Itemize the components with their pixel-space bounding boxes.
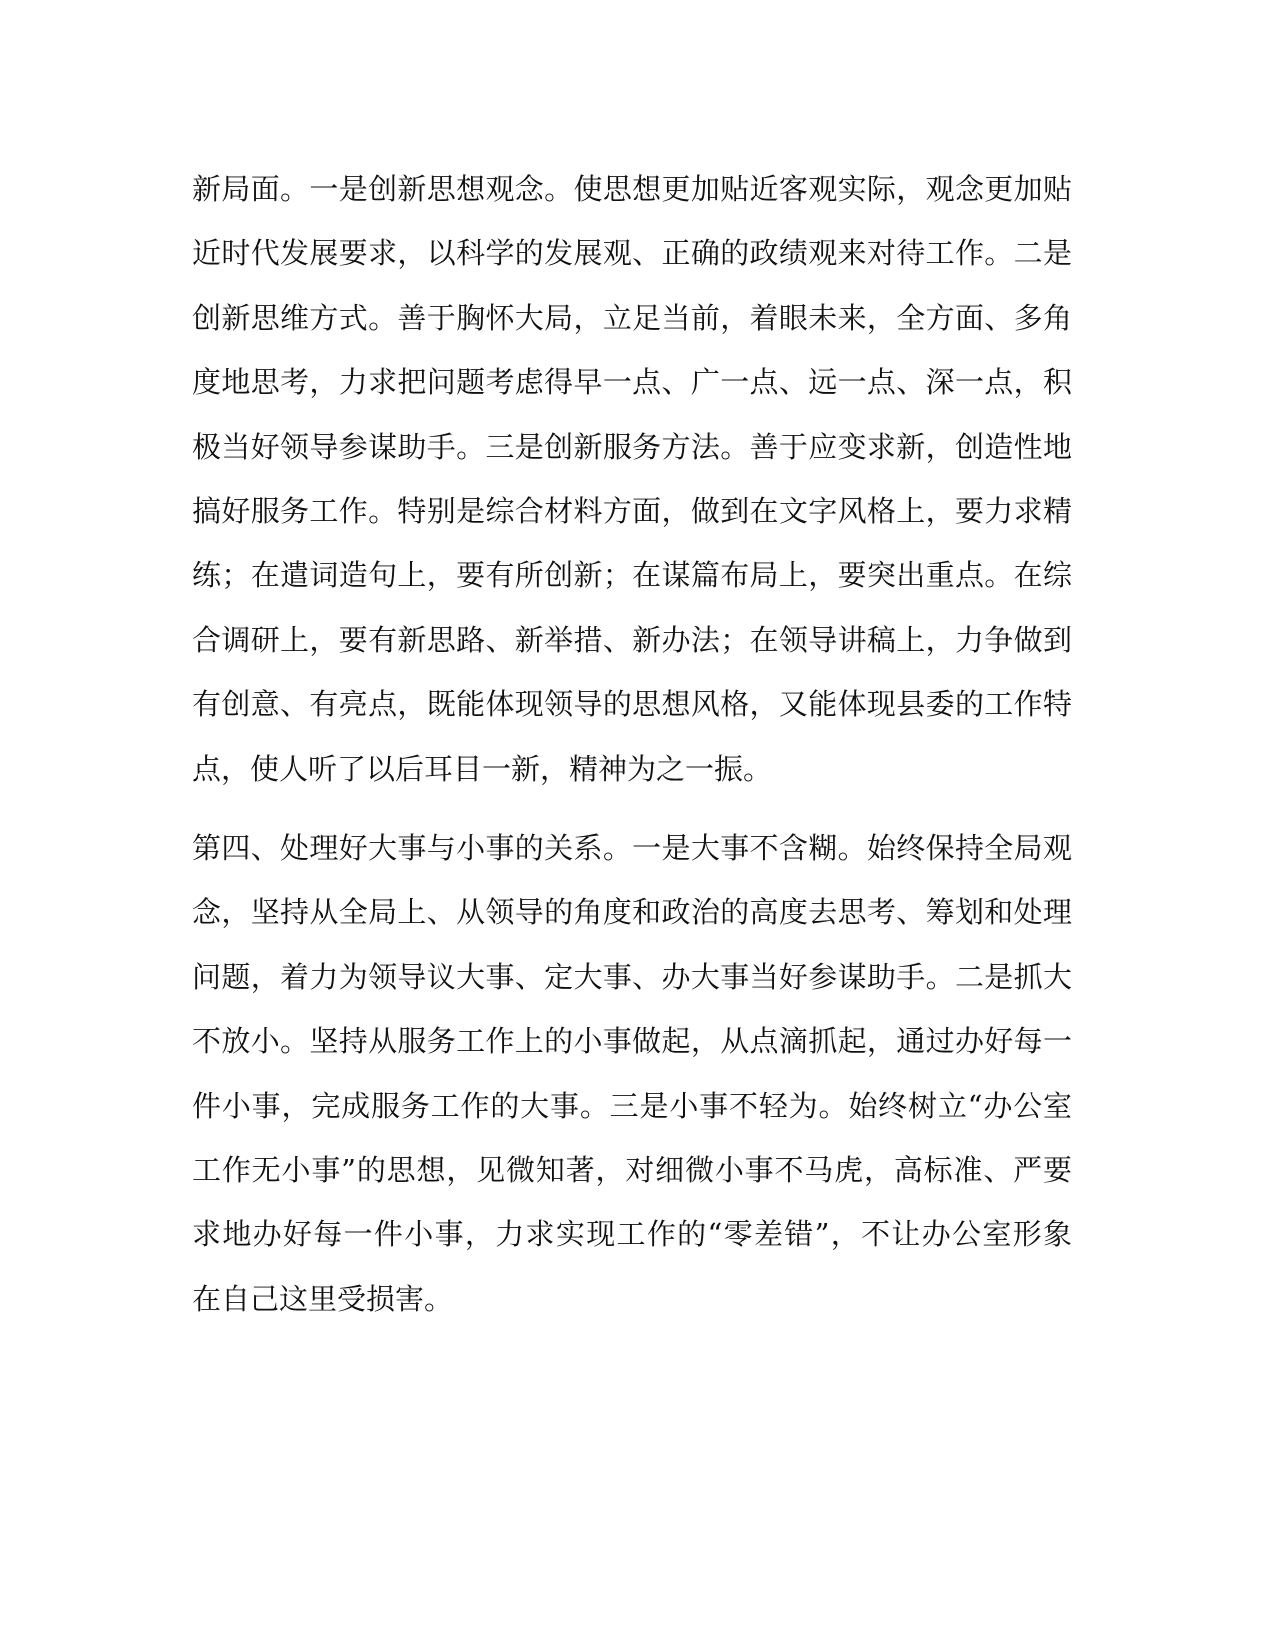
text-line: 不放小。坚持从服务工作上的小事做起，从点滴抓起，通过办好每一 [192, 1024, 1072, 1059]
text-line: 新局面。一是创新思想观念。使思想更加贴近客观实际，观念更加贴 [192, 172, 1072, 206]
paragraph-big-and-small-matters [192, 816, 1072, 1331]
text-line: 在自己这里受损害。 [192, 1281, 454, 1316]
text-line: 极当好领导参谋助手。三是创新服务方法。善于应变求新，创造性地 [192, 429, 1072, 464]
text-line: 合调研上，要有新思路、新举措、新办法；在领导讲稿上，力争做到 [192, 622, 1072, 657]
text-line: 念，坚持从全局上、从领导的角度和政治的高度去思考、筹划和处理 [192, 895, 1072, 930]
text-line: 练；在遣词造句上，要有所创新；在谋篇布局上，要突出重点。在综 [192, 558, 1072, 593]
text-line: 近时代发展要求，以科学的发展观、正确的政绩观来对待工作。二是 [192, 236, 1072, 271]
text-line: 第四、处理好大事与小事的关系。一是大事不含糊。始终保持全局观 [192, 831, 1072, 865]
text-line: 点，使人听了以后耳目一新，精神为之一振。 [192, 751, 773, 786]
paragraph-innovation [192, 157, 1072, 801]
text-line: 求地办好每一件小事，力求实现工作的“零差错”，不让办公室形象 [192, 1217, 1072, 1252]
text-line: 搞好服务工作。特别是综合材料方面，做到在文字风格上，要力求精 [192, 493, 1072, 528]
text-line: 度地思考，力求把问题考虑得早一点、广一点、远一点、深一点，积 [192, 365, 1072, 400]
text-line: 问题，着力为领导议大事、定大事、办大事当好参谋助手。二是抓大 [192, 959, 1072, 994]
text-line: 创新思维方式。善于胸怀大局，立足当前，着眼未来，全方面、多角 [192, 300, 1072, 335]
text-line: 件小事，完成服务工作的大事。三是小事不轻为。始终树立“办公室 [192, 1088, 1072, 1123]
text-line: 工作无小事”的思想，见微知著，对细微小事不马虎，高标准、严要 [192, 1152, 1072, 1187]
text-line: 有创意、有亮点，既能体现领导的思想风格，又能体现县委的工作特 [192, 687, 1072, 722]
